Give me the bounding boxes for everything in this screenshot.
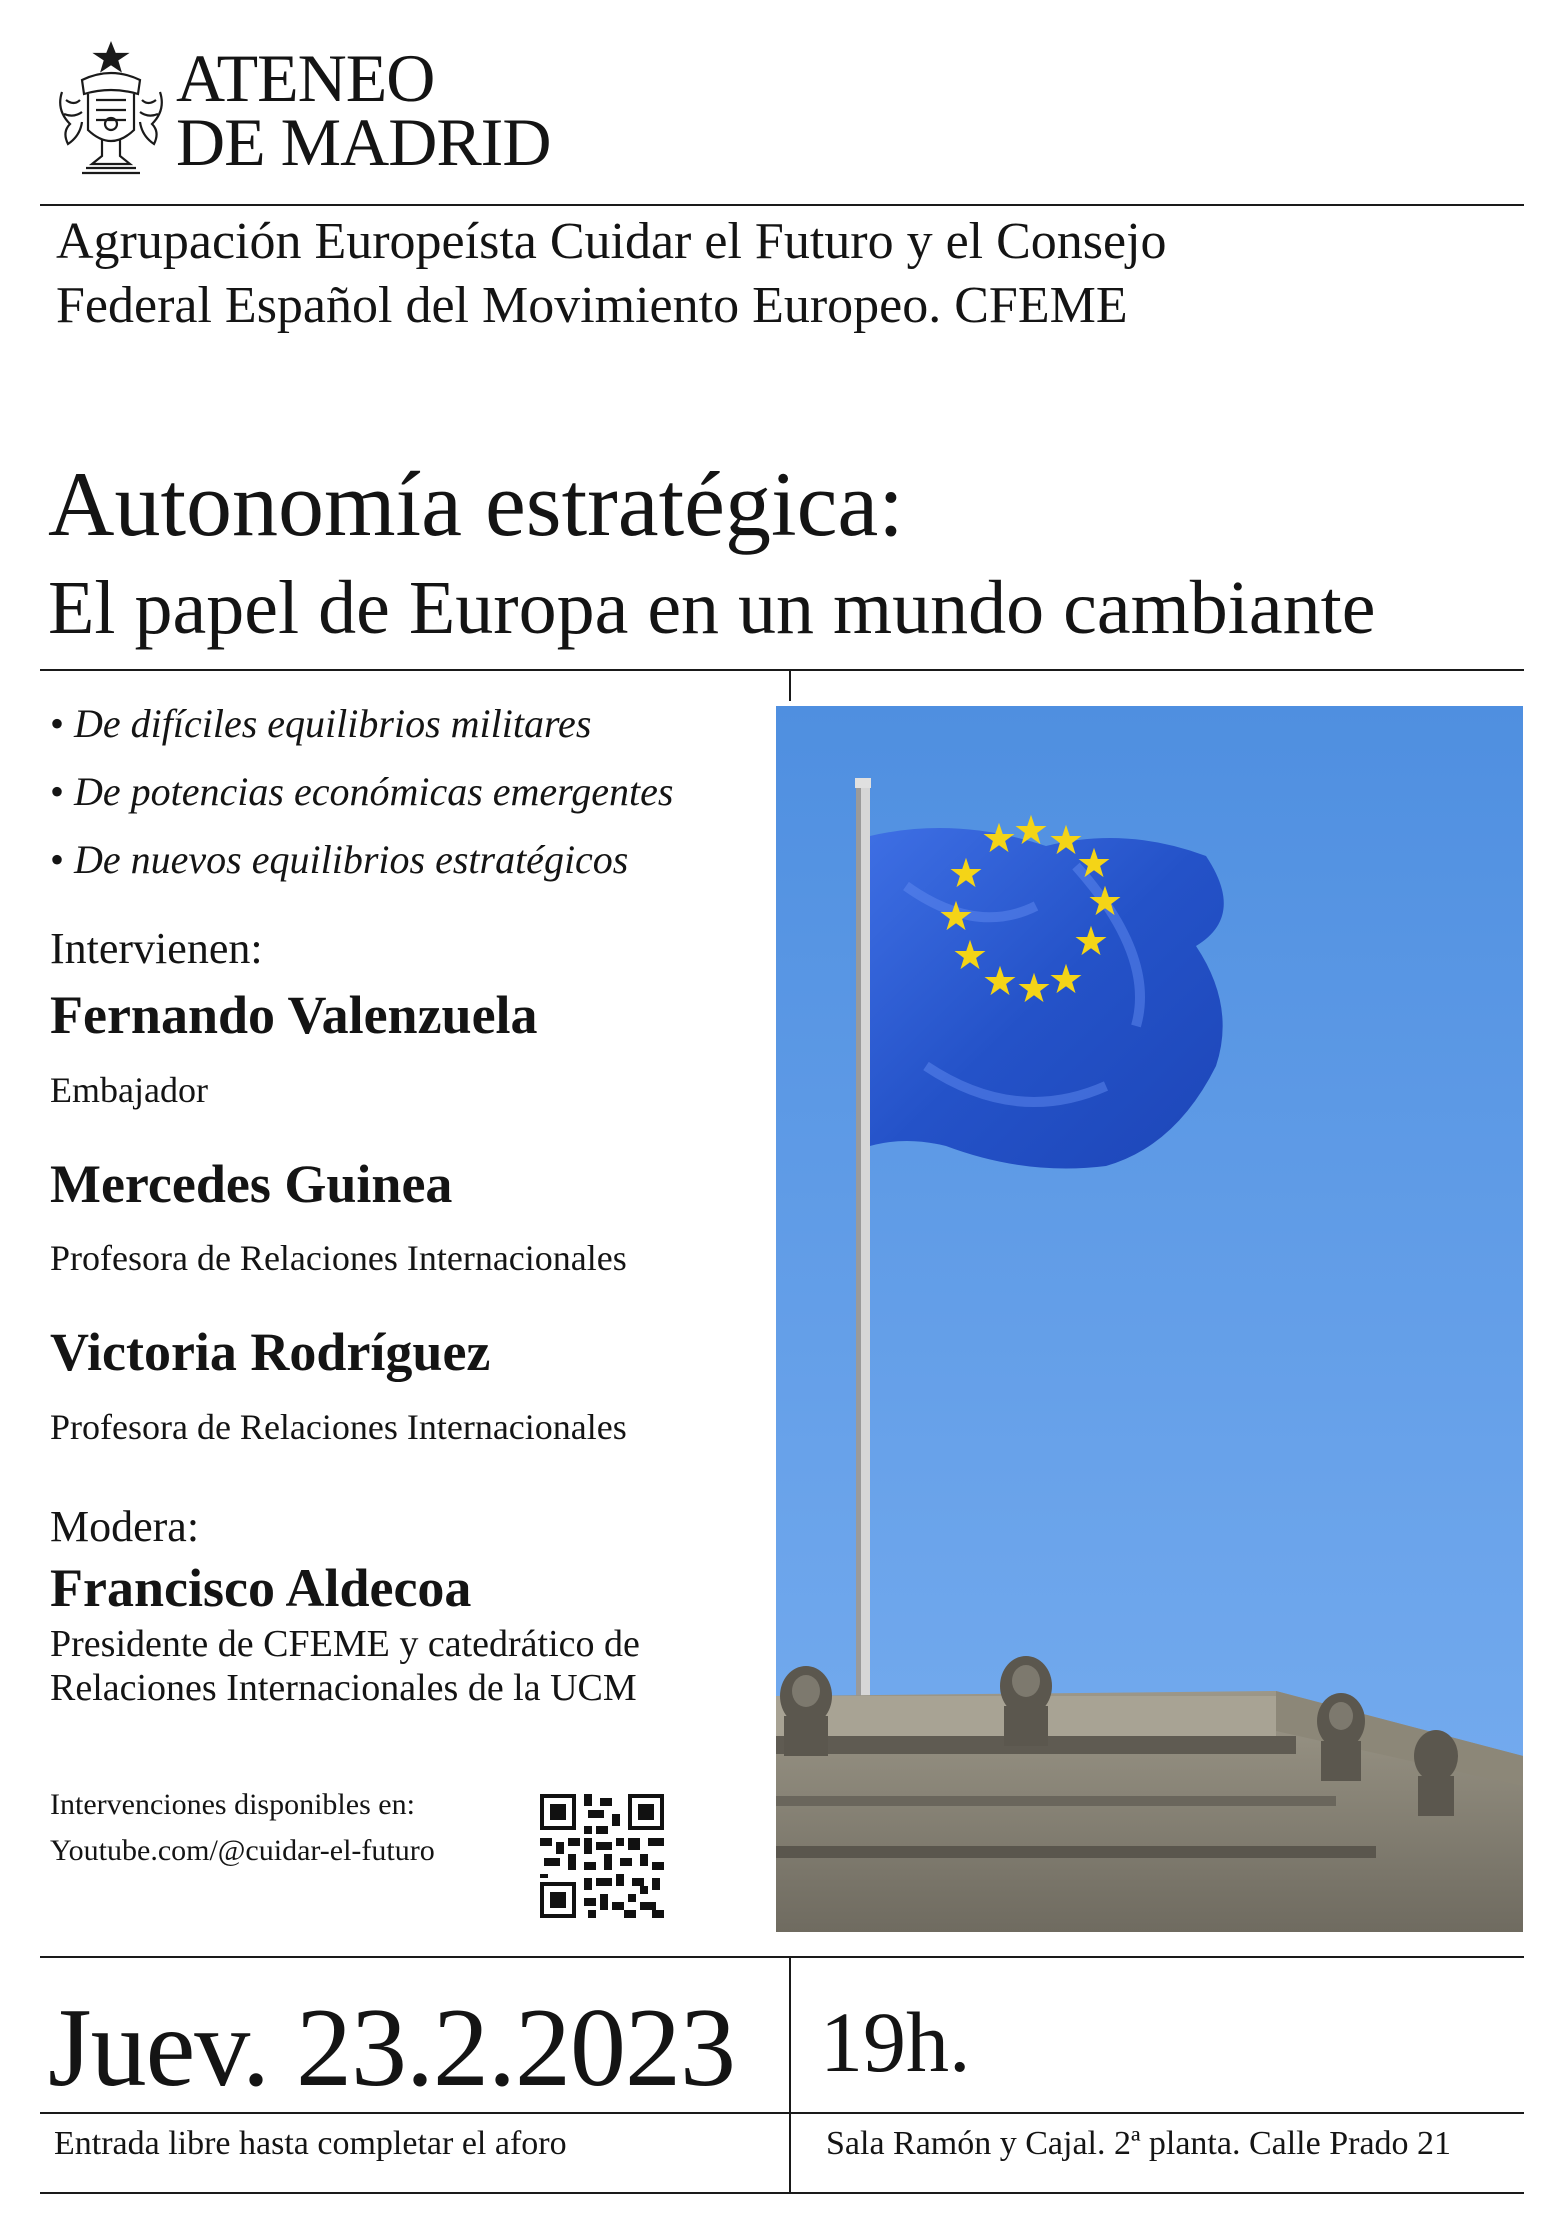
title-divider-tick (789, 671, 791, 701)
eu-flag-photo (776, 706, 1523, 1932)
speaker-role: Profesora de Relaciones Internacionales (50, 1407, 627, 1447)
speaker-name: Mercedes Guinea (50, 1154, 453, 1214)
online-info (50, 1782, 435, 1874)
organizers-line-2: Federal Español del Movimiento Europeo. CFEME (56, 277, 1128, 334)
moderator-role-line-2: Relaciones Internacionales de la UCM (50, 1667, 637, 1709)
topic-item: • De difíciles equilibrios militares (50, 698, 673, 766)
speaker-name: Fernando Valenzuela (50, 985, 538, 1045)
topic-item: • De potencias económicas emergentes (50, 766, 673, 834)
brand-line-1: ATENEO (176, 40, 435, 116)
event-venue: Sala Ramón y Cajal. 2ª planta. Calle Prado 21 (826, 2125, 1452, 2162)
qr-code-icon[interactable] (536, 1790, 668, 1922)
ateneo-crest-icon (52, 40, 170, 176)
event-time: 19h. (820, 1994, 971, 2090)
organizers (56, 210, 1516, 338)
speaker-role: Profesora de Relaciones Internacionales (50, 1238, 627, 1278)
topic-item: • De nuevos equilibrios estratégicos (50, 834, 673, 902)
youtube-link[interactable]: Youtube.com/@cuidar-el-futuro (50, 1834, 435, 1867)
footer-divider-bottom (40, 2192, 1524, 2194)
brand-name (176, 40, 551, 180)
topic-list (50, 698, 673, 902)
speakers-label: Intervienen: (50, 924, 263, 973)
event-date: Juev. 23.2.2023 (48, 1986, 736, 2110)
moderator-name: Francisco Aldecoa (50, 1558, 472, 1618)
footer-divider-top (40, 1956, 1524, 1958)
title-divider (40, 669, 1524, 671)
header-divider (40, 204, 1524, 206)
online-label: Intervenciones disponibles en: (50, 1788, 415, 1821)
footer-divider-middle (40, 2112, 1524, 2114)
event-subtitle: El papel de Europa en un mundo cambiante (48, 566, 1376, 650)
organizers-line-1: Agrupación Europeísta Cuidar el Futuro y el Consejo (56, 213, 1167, 270)
brand-line-2: DE MADRID (176, 104, 551, 180)
speaker-role: Embajador (50, 1070, 208, 1110)
footer-divider-vertical (789, 1956, 791, 2194)
entry-note: Entrada libre hasta completar el aforo (54, 2125, 567, 2162)
moderator-role-line-1: Presidente de CFEME y catedrático de (50, 1623, 640, 1665)
moderator-label: Modera: (50, 1502, 200, 1551)
event-title: Autonomía estratégica: (48, 453, 904, 555)
speaker-name: Victoria Rodríguez (50, 1322, 491, 1382)
